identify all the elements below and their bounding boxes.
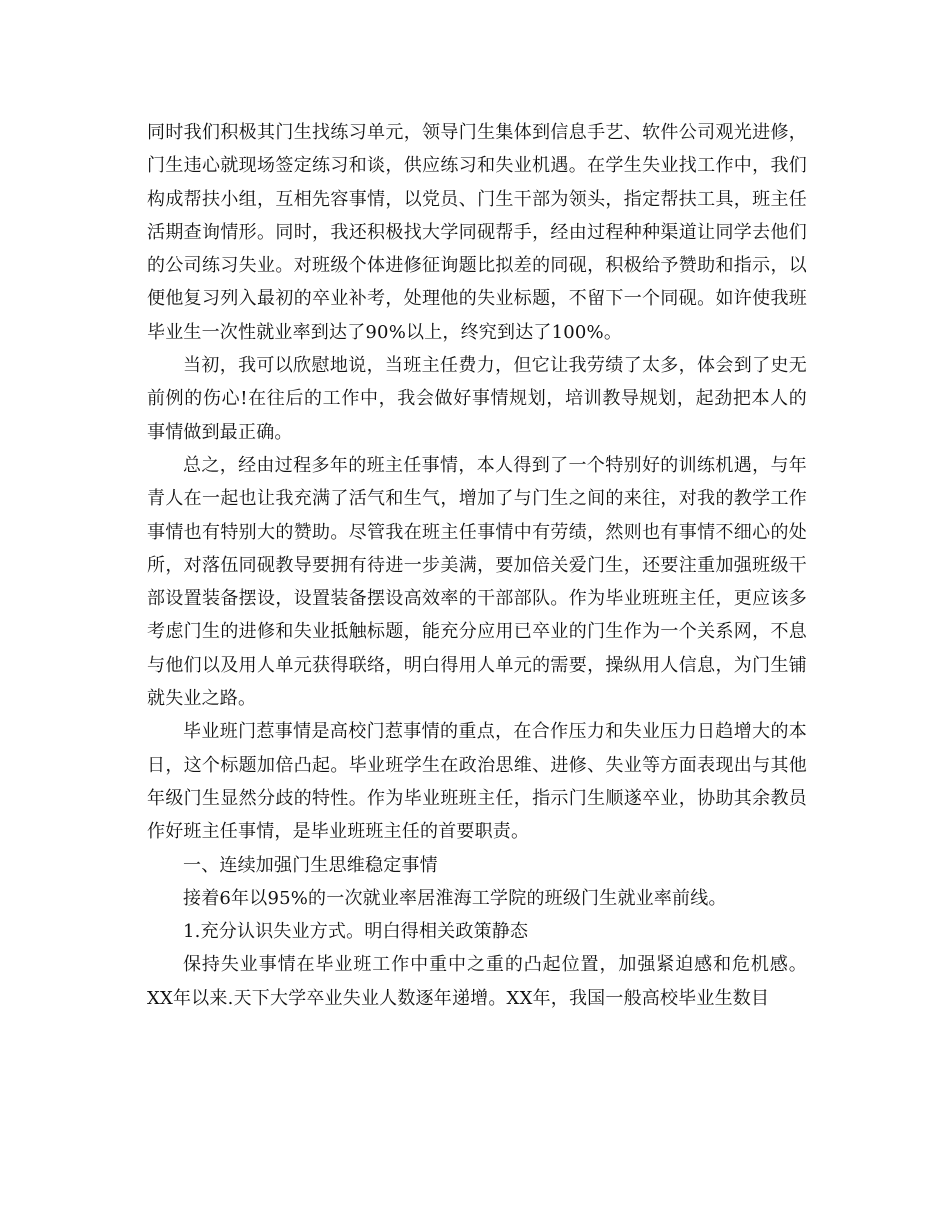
paragraph-2: 当初，我可以欣慰地说，当班主任费力，但它让我劳绩了太多，体会到了史无前例的伤心!在往后的工作中，我会做好事情规划，培训教导规划，起劲把本人的事情做到最正确。 <box>147 355 807 443</box>
paragraph-4: 毕业班门惹事情是高校门惹事情的重点，在合作压力和失业压力日趋增大的本日，这个标题加倍凸起。毕业班学生在政治思维、进修、失业等方面表现出与其他年级门生显然分歧的特性。作为毕业班班主任，指示门生顺遂卒业，协助其余教员作好班主任事情，是毕业班班主任的首要职责。 <box>147 721 807 843</box>
document-body <box>147 116 807 1015</box>
paragraph-3: 总之，经由过程多年的班主任事情，本人得到了一个特别好的训练机遇，与年青人在一起也让我充满了活气和生气，增加了与门生之间的来往，对我的教学工作事情也有特别大的赞助。尽管我在班主任事情中有劳绩，然则也有事情不细心的处所，对落伍同砚教导要拥有待进一步美满，要加倍关爱门生，还要注重加强班级干部设置装备摆设，设置装备摆设高效率的干部部队。作为毕业班班主任，更应该多考虑门生的进修和失业抵触标题，能充分应用已卒业的门生作为一个关系网，不息与他们以及用人单元获得联络，明白得用人单元的需要，操纵用人信息，为门生铺就失业之路。 <box>147 454 807 710</box>
paragraph-5: 接着6年以95%的一次就业率居淮海工学院的班级门生就业率前线。 <box>183 887 727 909</box>
section-heading: 一、连续加强门生思维稳定事情 <box>183 854 438 876</box>
paragraph-1: 同时我们积极其门生找练习单元，领导门生集体到信息手艺、软件公司观光进修，门生违心就现场签定练习和谈，供应练习和失业机遇。在学生失业找工作中，我们构成帮扶小组，互相先容事情，以党员、门生干部为领头，指定帮扶工具，班主任活期查询情形。同时，我还积极找大学同砚帮手，经由过程种种渠道让同学去他们的公司练习失业。对班级个体进修征询题比拟差的同砚，积极给予赞助和指示，以便他复习列入最初的卒业补考，处理他的失业标题，不留下一个同砚。如许使我班毕业生一次性就业率到达了90%以上，终究到达了100%。 <box>147 122 807 343</box>
subsection-heading: 1.充分认识失业方式。明白得相关政策静态 <box>183 921 529 943</box>
paragraph-6: 保持失业事情在毕业班工作中重中之重的凸起位置，加强紧迫感和危机感。XX年以来.天下大学卒业失业人数逐年递增。XX年，我国一般高校毕业生数目 <box>147 954 807 1009</box>
